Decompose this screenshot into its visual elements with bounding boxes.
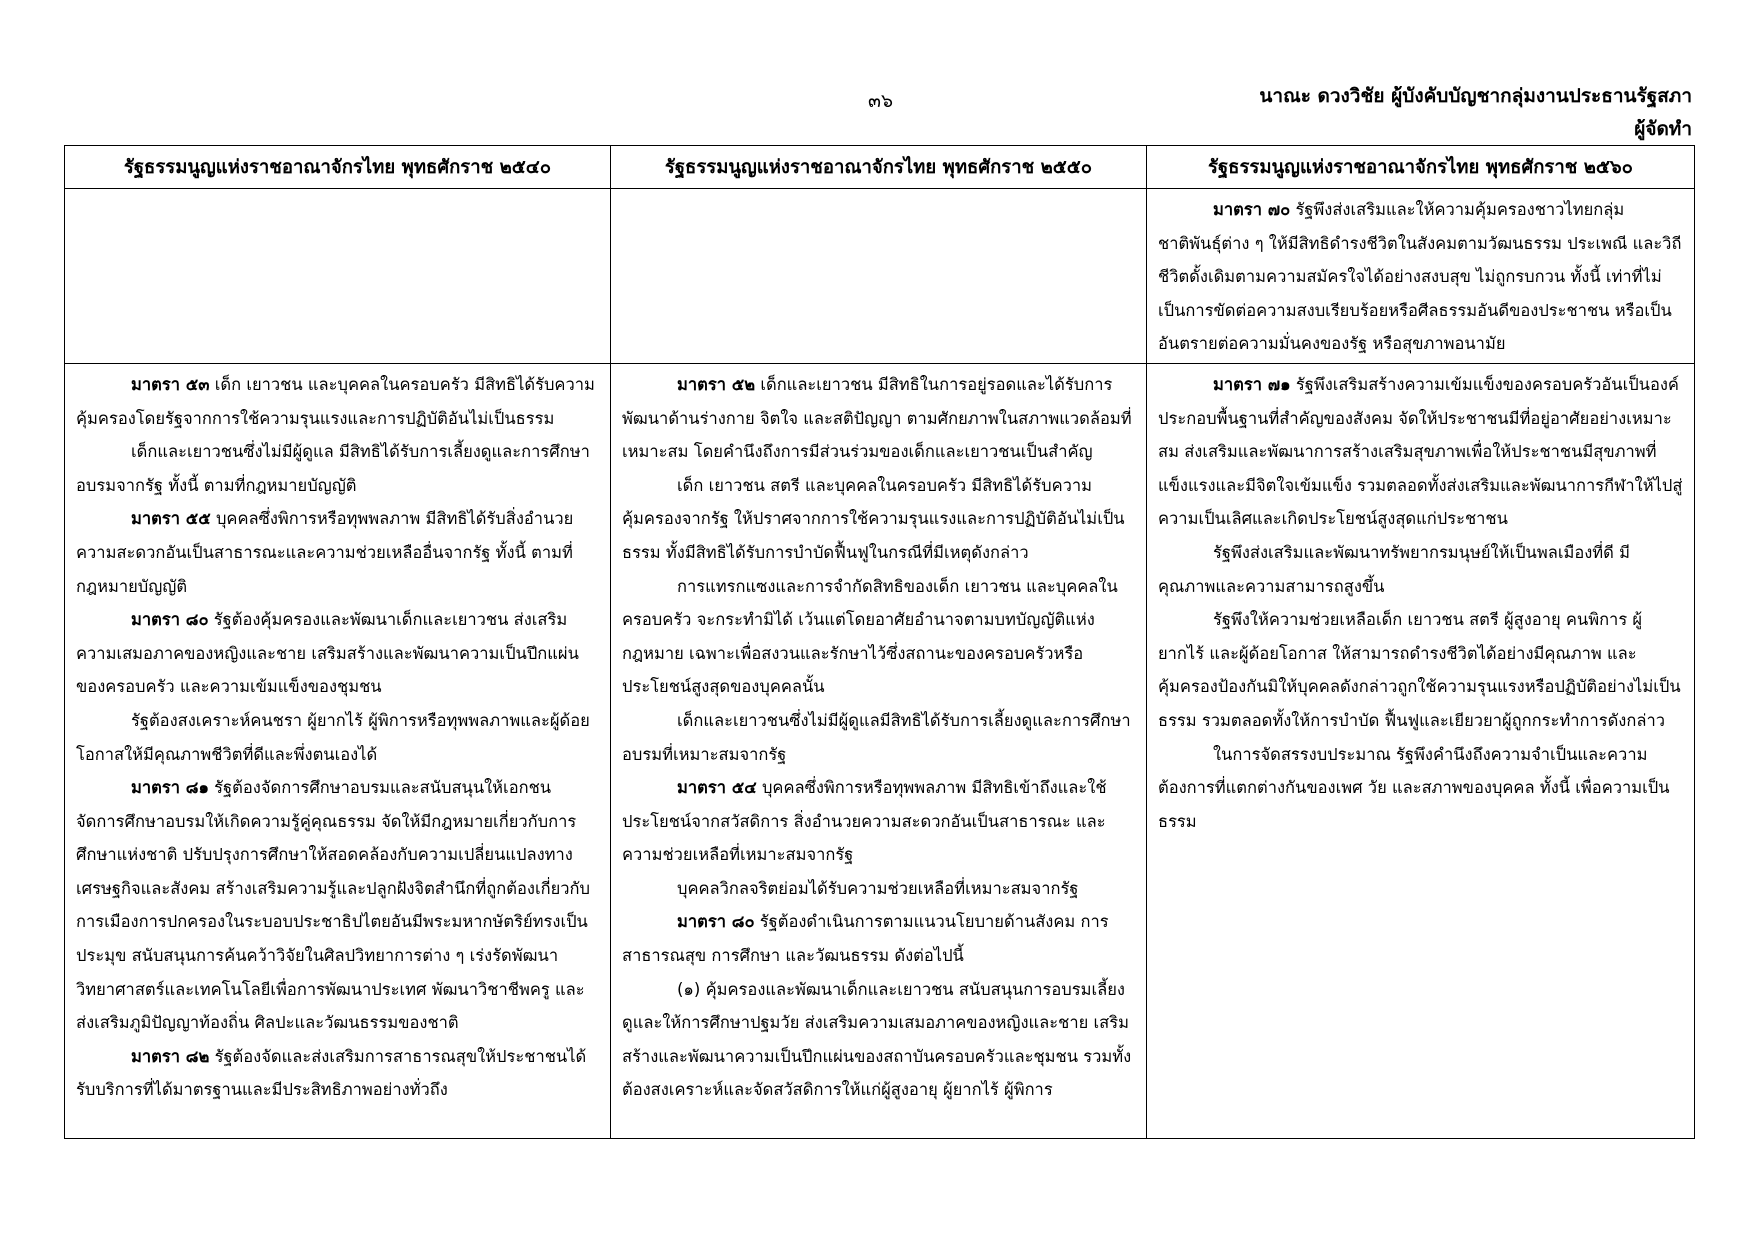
- section-number: มาตรา ๕๕: [131, 509, 211, 529]
- paragraph-text: เด็กและเยาวชนซึ่งไม่มีผู้ดูแล มีสิทธิได้รับการเลี้ยงดูและการศึกษาอบรมจากรัฐ ทั้งนี้ ตามที่กฎหมายบัญญัติ: [76, 442, 590, 495]
- cell-paragraph: [76, 704, 599, 771]
- paragraph-text: รัฐต้องสงเคราะห์คนชรา ผู้ยากไร้ ผู้พิการหรือทุพพลภาพและผู้ด้อยโอกาสให้มีคุณภาพชีวิตที่ดีและพึ่งตนเองได้: [76, 710, 590, 764]
- cell-paragraph: [622, 771, 1135, 872]
- paragraph-text: (๑) คุ้มครองและพัฒนาเด็กและเยาวชน สนับสนุนการอบรมเลี้ยงดูและให้การศึกษาปฐมวัย ส่งเสริมความเสมอภาคของหญิงและชาย เสริมสร้างและพัฒนาความเป็นปึกแผ่นของสถาบันครอบครัวและชุมชน รวมทั้งต้องสงเคราะห์และจัดสวัสดิการให้แก่ผู้สูงอายุ ผู้ยากไร้ ผู้พิการ: [622, 979, 1132, 1100]
- section-number: มาตรา ๕๓: [131, 374, 210, 394]
- cell-paragraph: [76, 368, 599, 435]
- cell-paragraph: [622, 368, 1135, 469]
- constitution-comparison-table: [64, 145, 1695, 1139]
- cell-paragraph: [622, 570, 1135, 704]
- section-number: มาตรา ๕๔: [677, 778, 757, 798]
- cell-paragraph: [76, 1040, 599, 1107]
- paragraph-text: รัฐต้องคุ้มครองและพัฒนาเด็กและเยาวชน ส่งเสริมความเสมอภาคของหญิงและชาย เสริมสร้างและพัฒนาความเป็นปึกแผ่นของครอบครัว และความเข้มแข็งของชุมชน: [76, 610, 579, 697]
- paragraph-text: รัฐพึงส่งเสริมและให้ความคุ้มครองชาวไทยกลุ่มชาติพันธุ์ต่าง ๆ ให้มีสิทธิดำรงชีวิตในสังคมตามวัฒนธรรม ประเพณี และวิถีชีวิตดั้งเดิมตามความสมัครใจได้อย่างสงบสุข ไม่ถูกรบกวน ทั้งนี้ เท่าที่ไม่เป็นการขัดต่อความสงบเรียบร้อยหรือศีลธรรมอันดีของประชาชน หรือเป็นอันตรายต่อความมั่นคงของรัฐ หรือสุขภาพอนามัย: [1158, 200, 1682, 354]
- cell-paragraph: [622, 905, 1135, 972]
- cell-2560: [1147, 189, 1695, 364]
- section-number: มาตรา ๘๐: [677, 912, 755, 932]
- paragraph-text: เด็ก เยาวชน สตรี และบุคคลในครอบครัว มีสิทธิได้รับความคุ้มครองจากรัฐ ให้ปราศจากการใช้ความรุนแรงและการปฏิบัติอันไม่เป็นธรรม ทั้งมีสิทธิได้รับการบำบัดฟื้นฟูในกรณีที่มีเหตุดังกล่าว: [622, 475, 1125, 562]
- paragraph-text: บุคคลซึ่งพิการหรือทุพพลภาพ มีสิทธิเข้าถึงและใช้ประโยชน์จากสวัสดิการ สิ่งอำนวยความสะดวกอันเป็นสาธารณะ และความช่วยเหลือที่เหมาะสมจากรัฐ: [622, 778, 1107, 865]
- paragraph-text: รัฐพึงส่งเสริมและพัฒนาทรัพยากรมนุษย์ให้เป็นพลเมืองที่ดี มีคุณภาพและความสามารถสูงขึ้น: [1158, 542, 1631, 596]
- paragraph-text: รัฐต้องดำเนินการตามแนวนโยบายด้านสังคม การสาธารณสุข การศึกษา และวัฒนธรรม ดังต่อไปนี้: [622, 912, 1109, 966]
- cell-paragraph: [1158, 738, 1683, 839]
- cell-paragraph: [76, 771, 599, 1040]
- paragraph-text: บุคคลซึ่งพิการหรือทุพพลภาพ มีสิทธิได้รับสิ่งอำนวยความสะดวกอันเป็นสาธารณะและความช่วยเหลืออื่นจากรัฐ ทั้งนี้ ตามที่กฎหมายบัญญัติ: [76, 509, 574, 596]
- preparer-role: ผู้จัดทำ: [1634, 118, 1692, 140]
- paragraph-text: รัฐต้องจัดและส่งเสริมการสาธารณสุขให้ประชาชนได้รับบริการที่ได้มาตรฐานและมีประสิทธิภาพอย่างทั่วถึง: [76, 1046, 587, 1100]
- section-number: มาตรา ๕๒: [677, 374, 756, 394]
- cell-paragraph: [1158, 603, 1683, 737]
- cell-paragraph: [76, 502, 599, 603]
- paragraph-text: รัฐพึงให้ความช่วยเหลือเด็ก เยาวชน สตรี ผู้สูงอายุ คนพิการ ผู้ยากไร้ และผู้ด้อยโอกาส ให้สามารถดำรงชีวิตได้อย่างมีคุณภาพ และคุ้มครองป้องกันมิให้บุคคลดังกล่าวถูกใช้ความรุนแรงหรือปฏิบัติอย่างไม่เป็นธรรม รวมตลอดทั้งให้การบำบัด ฟื้นฟูและเยียวยาผู้ถูกกระทำการดังกล่าว: [1158, 610, 1681, 730]
- cell-2560: [1147, 363, 1695, 1138]
- cell-2540: [65, 363, 611, 1138]
- cell-paragraph: [76, 603, 599, 704]
- column-header-2540: รัฐธรรมนูญแห่งราชอาณาจักรไทย พุทธศักราช ๒๕๔๐: [65, 146, 611, 189]
- cell-paragraph: [622, 973, 1135, 1107]
- cell-2550: [611, 189, 1147, 364]
- section-number: มาตรา ๗๑: [1213, 374, 1291, 394]
- document-preparer: [1259, 80, 1692, 146]
- preparer-name: นาณะ ดวงวิชัย ผู้บังคับบัญชากลุ่มงานประธานรัฐสภา: [1259, 85, 1692, 107]
- section-number: มาตรา ๘๒: [131, 1046, 210, 1066]
- paragraph-text: รัฐต้องจัดการศึกษาอบรมและสนับสนุนให้เอกชนจัดการศึกษาอบรมให้เกิดความรู้คู่คุณธรรม จัดให้มีกฎหมายเกี่ยวกับการศึกษาแห่งชาติ ปรับปรุงการศึกษาให้สอดคล้องกับความเปลี่ยนแปลงทางเศรษฐกิจและสังคม สร้างเสริมความรู้และปลูกฝังจิตสำนึกที่ถูกต้องเกี่ยวกับการเมืองการปกครองในระบอบประชาธิปไตยอันมีพระมหากษัตริย์ทรงเป็นประมุข สนับสนุนการค้นคว้าวิจัยในศิลปวิทยาการต่าง ๆ เร่งรัดพัฒนาวิทยาศาสตร์และเทคโนโลยีเพื่อการพัฒนาประเทศ พัฒนาวิชาชีพครู และส่งเสริมภูมิปัญญาท้องถิ่น ศิลปะและวัฒนธรรมของชาติ: [76, 778, 590, 1033]
- section-number: มาตรา ๘๐: [131, 610, 209, 630]
- page-number: ๓๖: [868, 90, 894, 112]
- column-header-2560: รัฐธรรมนูญแห่งราชอาณาจักรไทย พุทธศักราช ๒๕๖๐: [1147, 146, 1695, 189]
- paragraph-text: เด็กและเยาวชน มีสิทธิในการอยู่รอดและได้รับการพัฒนาด้านร่างกาย จิตใจ และสติปัญญา ตามศักยภาพในสภาพแวดล้อมที่เหมาะสม โดยคำนึงถึงการมีส่วนร่วมของเด็กและเยาวชนเป็นสำคัญ: [622, 374, 1132, 462]
- cell-paragraph: [622, 469, 1135, 570]
- paragraph-text: ในการจัดสรรงบประมาณ รัฐพึงคำนึงถึงความจำเป็นและความต้องการที่แตกต่างกันของเพศ วัย และสภาพของบุคคล ทั้งนี้ เพื่อความเป็นธรรม: [1158, 744, 1670, 831]
- table-row: [65, 189, 1695, 364]
- cell-2540: [65, 189, 611, 364]
- paragraph-text: เด็กและเยาวชนซึ่งไม่มีผู้ดูแลมีสิทธิได้รับการเลี้ยงดูและการศึกษาอบรมที่เหมาะสมจากรัฐ: [622, 710, 1131, 764]
- paragraph-text: รัฐพึงเสริมสร้างความเข้มแข็งของครอบครัวอันเป็นองค์ประกอบพื้นฐานที่สำคัญของสังคม จัดให้ประชาชนมีที่อยู่อาศัยอย่างเหมาะสม ส่งเสริมและพัฒนาการสร้างเสริมสุขภาพเพื่อให้ประชาชนมีสุขภาพที่แข็งแรงและมีจิตใจเข้มแข็ง รวมตลอดทั้งส่งเสริมและพัฒนาการกีฬาให้ไปสู่ความเป็นเลิศและเกิดประโยชน์สูงสุดแก่ประชาชน: [1158, 374, 1683, 529]
- cell-paragraph: [622, 704, 1135, 771]
- table-row: [65, 363, 1695, 1138]
- paragraph-text: การแทรกแซงและการจำกัดสิทธิของเด็ก เยาวชน และบุคคลในครอบครัว จะกระทำมิได้ เว้นแต่โดยอาศัยอำนาจตามบทบัญญัติแห่งกฎหมาย เฉพาะเพื่อสงวนและรักษาไว้ซึ่งสถานะของครอบครัวหรือประโยชน์สูงสุดของบุคคลนั้น: [622, 576, 1118, 697]
- cell-paragraph: [1158, 536, 1683, 603]
- cell-paragraph: [622, 872, 1135, 906]
- cell-2550: [611, 363, 1147, 1138]
- cell-paragraph: [1158, 368, 1683, 536]
- paragraph-text: บุคคลวิกลจริตย่อมได้รับความช่วยเหลือที่เหมาะสมจากรัฐ: [677, 878, 1079, 898]
- table-header-row: [65, 146, 1695, 189]
- column-header-2550: รัฐธรรมนูญแห่งราชอาณาจักรไทย พุทธศักราช ๒๕๕๐: [611, 146, 1147, 189]
- paragraph-text: เด็ก เยาวชน และบุคคลในครอบครัว มีสิทธิได้รับความคุ้มครองโดยรัฐจากการใช้ความรุนแรงและการปฏิบัติอันไม่เป็นธรรม: [76, 374, 595, 428]
- cell-paragraph: [76, 435, 599, 502]
- section-number: มาตรา ๘๑: [131, 778, 209, 798]
- cell-paragraph: [1158, 193, 1683, 361]
- section-number: มาตรา ๗๐: [1213, 200, 1291, 219]
